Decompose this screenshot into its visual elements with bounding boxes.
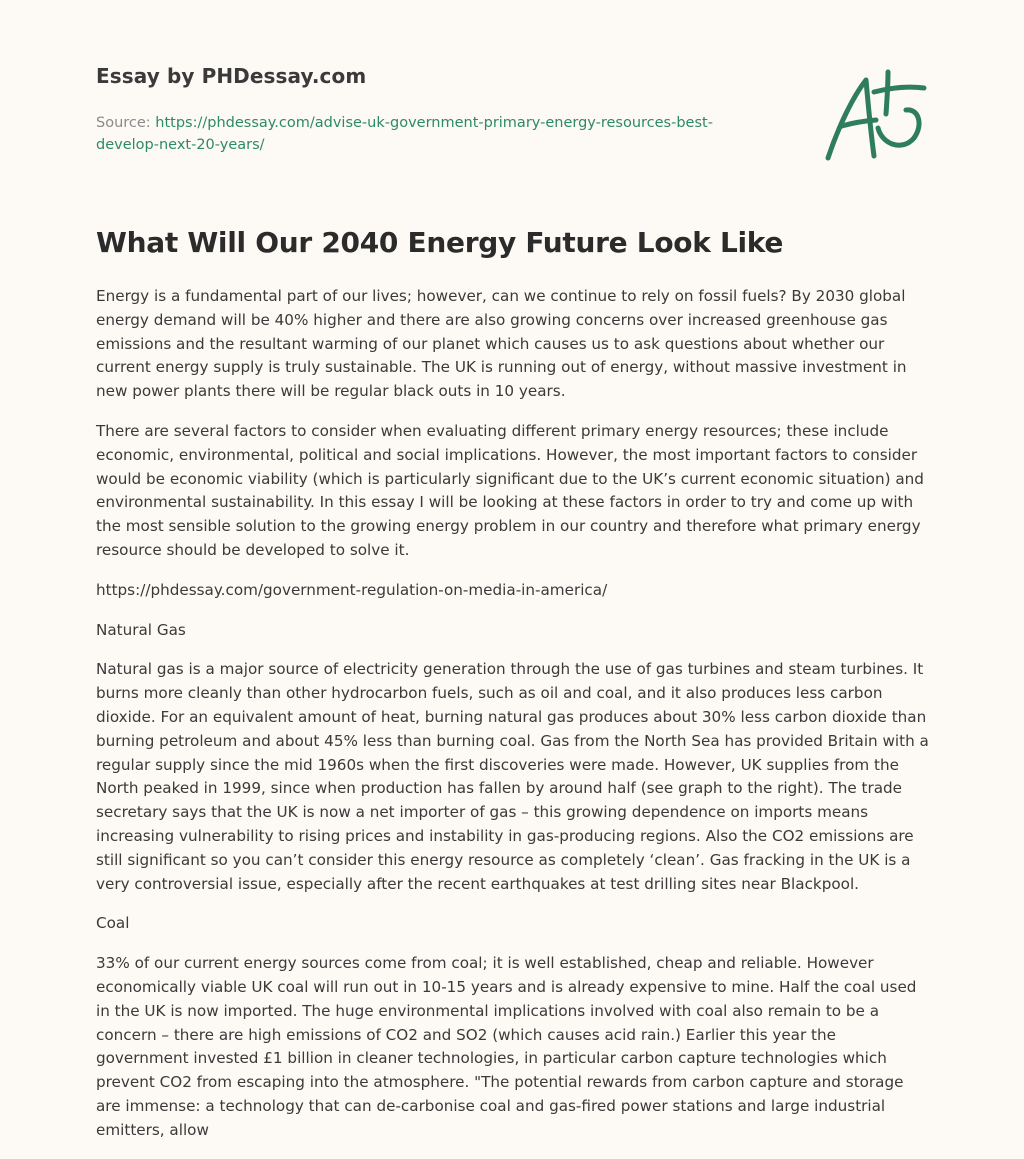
source-label: Source: xyxy=(96,115,151,131)
section-heading-coal: Coal xyxy=(96,914,130,933)
page-title: What Will Our 2040 Energy Future Look Like xyxy=(96,226,784,259)
a-plus-grade-icon xyxy=(820,68,930,168)
related-link[interactable]: https://phdessay.com/government-regulation-on-media-in-america/ xyxy=(96,580,608,599)
source-line xyxy=(96,112,756,156)
section-heading-natural-gas: Natural Gas xyxy=(96,620,186,639)
paragraph-factors: There are several factors to consider when evaluating different primary energy resources; these include economic, environmental, political and social implications. However, the most important factors to consider would be economic viability (which is particularly significant due to the UK’s current economic situation) and environmental sustainability. In this essay I will be looking at these factors in order to try and come up with the most sensible solution to the growing energy problem in our country and therefore what primary energy resource should be developed to solve it. xyxy=(96,421,924,559)
paragraph-intro: Energy is a fundamental part of our lives; however, can we continue to rely on fossil fuels? By 2030 global energy demand will be 40% higher and there are also growing concerns over increased greenhouse gas emissions and the resultant warming of our planet which causes us to ask questions about whether our current energy supply is truly sustainable. The UK is running out of energy, without massive investment in new power plants there will be regular black outs in 10 years. xyxy=(96,287,907,401)
paragraph-natural-gas: Natural gas is a major source of electricity generation through the use of gas turbines and steam turbines. It burns more cleanly than other hydrocarbon fuels, such as oil and coal, and it also produces less carbon dioxide. For an equivalent amount of heat, burning natural gas produces about 30% less carbon dioxide than burning petroleum and about 45% less than burning coal. Gas from the North Sea has provided Britain with a regular supply since the mid 1960s when the first discoveries were made. However, UK supplies from the North peaked in 1999, since when production has fallen by around half (see graph to the right). The trade secretary says that the UK is now a net importer of gas – this growing dependence on imports means increasing vulnerability to rising prices and instability in gas-producing regions. Also the CO2 emissions are still significant so you can’t consider this energy resource as completely ‘clean’. Gas fracking in the UK is a very controversial issue, especially after the recent earthquakes at test drilling sites near Blackpool. xyxy=(96,660,929,893)
source-link[interactable]: https://phdessay.com/advise-uk-government-primary-energy-resources-best-develop-next-20-years/ xyxy=(96,115,713,153)
site-brand: Essay by PHDessay.com xyxy=(96,64,367,88)
essay-body xyxy=(96,285,932,1159)
paragraph-coal: 33% of our current energy sources come from coal; it is well established, cheap and reliable. However economically viable UK coal will run out in 10-15 years and is already expensive to mine. Half the coal used in the UK is now imported. The huge environmental implications involved with coal also remain to be a concern – there are high emissions of CO2 and SO2 (which causes acid rain.) Earlier this year the government invested £1 billion in cleaner technologies, in particular carbon capture technologies which prevent CO2 from escaping into the atmosphere. "The potential rewards from carbon capture and storage are immense: a technology that can de-carbonise coal and gas-fired power stations and large industrial emitters, allow xyxy=(96,954,917,1139)
